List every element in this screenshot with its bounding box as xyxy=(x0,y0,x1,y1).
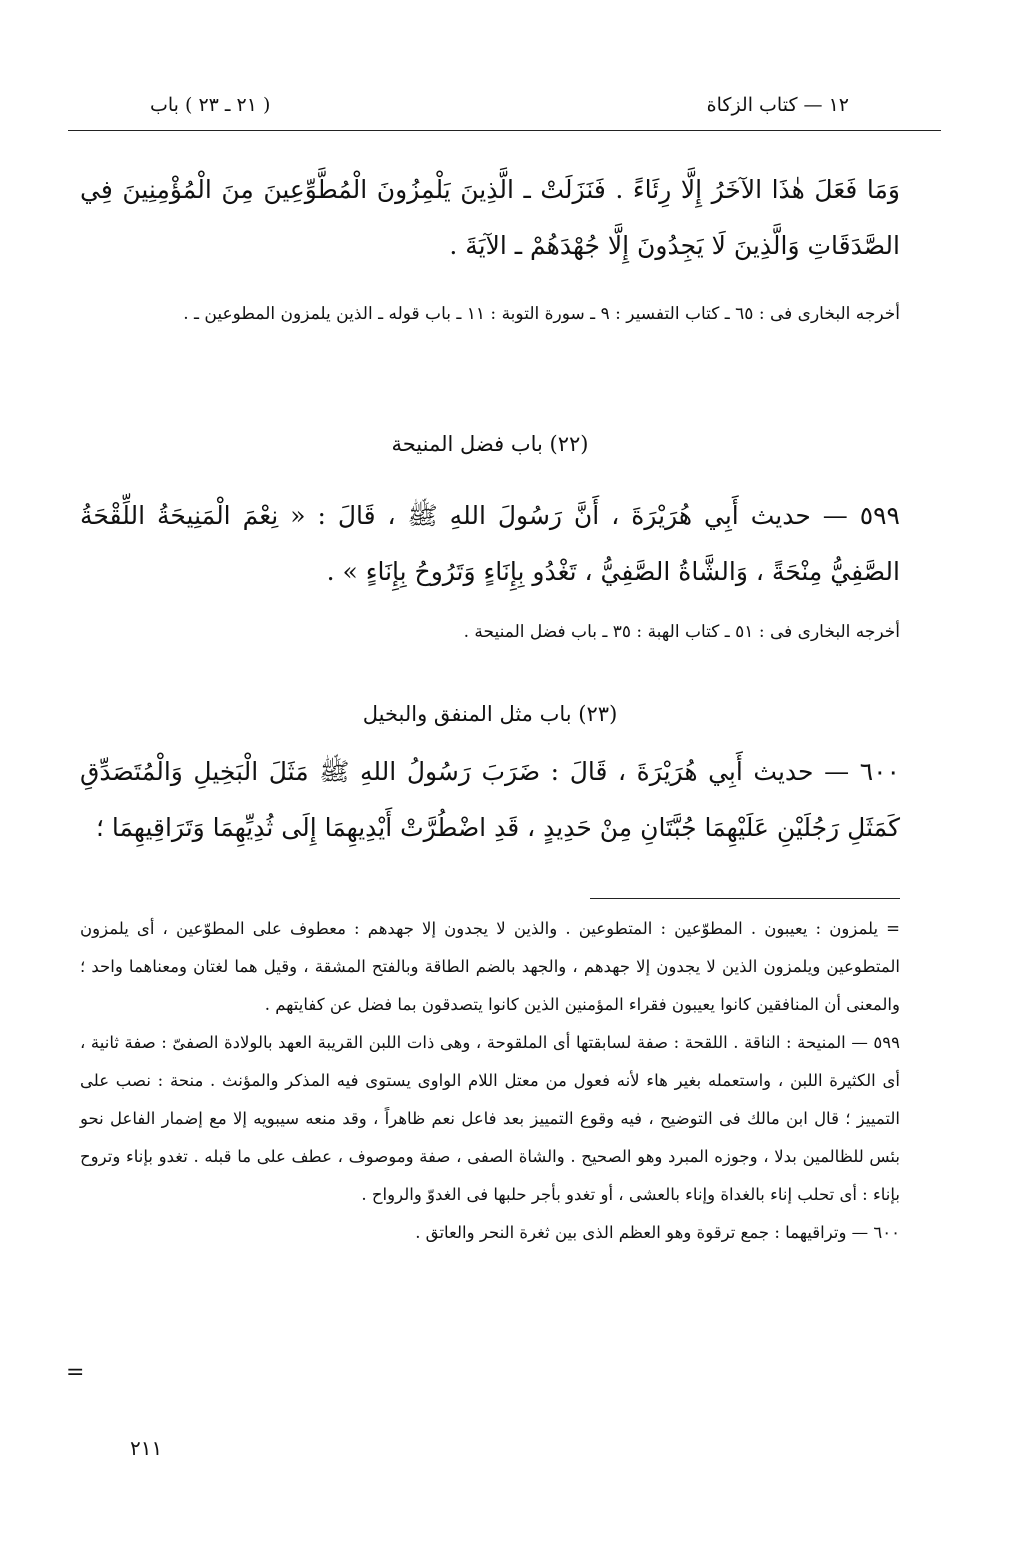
footnote-600: ٦٠٠ — وتراقيهما : جمع ترقوة وهو العظم الذى بين ثغرة النحر والعاتق . xyxy=(415,1223,900,1242)
section-title-23: (٢٣) باب مثل المنفق والبخيل xyxy=(362,702,618,726)
chapter-title: ١٢ — كتاب الزكاة xyxy=(706,94,849,116)
source-reference: أخرجه البخارى فى : ٦٥ ـ كتاب التفسير : ٩ ـ سورة التوبة : ١١ ـ باب قوله ـ الذين يلمزون المطوعين ـ . xyxy=(183,304,900,324)
hadith-600: ٦٠٠ — حديث أَبِي هُرَيْرَةَ ، قَالَ : ضَرَبَ رَسُولُ اللهِ ﷺ مَثَلَ الْبَخِيلِ وَالْمُتَصَدِّقِ كَمَثَلِ رَجُلَيْنِ عَلَيْهِمَا جُبَّتَانِ مِنْ حَدِيدٍ ، قَدِ اضْطُرَّتْ أَيْدِيهِمَا إِلَى ثُدِيِّهِمَا وَتَرَاقِيهِمَا ؛ xyxy=(80,757,900,842)
footnote-continued: = يلمزون : يعيبون . المطوّعين : المتطوعين . والذين لا يجدون إلا جهدهم : معطوف على المطوّعين ، أى يلمزون المتطوعين ويلمزون الذين لا يجدون إلا جهدهم ، والجهد بالضم الطاقة وبالفتح المشقة ، وقيل هما لغتان ومعناهما واحد ؛ والمعنى أن المنافقين كانوا يعيبون فقراء المؤمنين الذين كانوا يتصدقون بما فضل عن كفايتهم . xyxy=(80,919,900,1014)
footnote-599: ٥٩٩ — المنيحة : الناقة . اللقحة : صفة لسابقتها أى الملقوحة ، وهى ذات اللبن القريبة العهد بالولادة الصفىّ : صفة ثانية ، أى الكثيرة اللبن ، واستعمله بغير هاء لأنه فعول من معتل اللام الواوى يستوى فيه المذكر والمؤنث . منحة : نصب على التمييز ؛ قال ابن مالك فى التوضيح ، فيه وقوع التمييز بعد فاعل نعم ظاهراً ، وقد منعه سيبويه إلا مع إضمار الفاعل نحو بئس للظالمين بدلا ، وجوزه المبرد وهو الصحيح . والشاة الصفى ، صفة وموصوف ، عطف على ما قبله . تغدو بإناء وتروح بإناء : أى تحلب إناء بالغداة وإناء بالعشى ، أو تغدو بأجر حلبها فى الغدوّ والرواح . xyxy=(80,1033,900,1204)
page-number: ٢١١ xyxy=(130,1436,163,1460)
footnotes xyxy=(80,910,900,1252)
running-header xyxy=(150,94,849,128)
continuation-mark: = xyxy=(66,1360,85,1385)
section-title-22: (٢٢) باب فضل المنيحة xyxy=(391,432,589,456)
hadith-599: ٥٩٩ — حديث أَبِي هُرَيْرَةَ ، أَنَّ رَسُولَ اللهِ ﷺ ، قَالَ : « نِعْمَ الْمَنِيحَةُ اللِّقْحَةُ الصَّفِيُّ مِنْحَةً ، وَالشَّاةُ الصَّفِيُّ ، تَغْدُو بِإِنَاءٍ وَتَرُوحُ بِإِنَاءٍ » . xyxy=(80,501,900,586)
section-range: ( ٢١ ـ ٢٣ ) باب xyxy=(150,94,271,116)
header-rule xyxy=(68,130,941,131)
hadith-continuation: وَمَا فَعَلَ هٰذَا الآخَرُ إِلَّا رِئَاءً . فَنَزَلَتْ ـ الَّذِينَ يَلْمِزُونَ الْمُطَّوِّعِينَ مِنَ الْمُؤْمِنِينَ فِي الصَّدَقَاتِ وَالَّذِينَ لَا يَجِدُونَ إِلَّا جُهْدَهُمْ ـ الآيَةَ . xyxy=(80,175,900,260)
footnote-rule xyxy=(590,898,900,899)
source-reference-599: أخرجه البخارى فى : ٥١ ـ كتاب الهبة : ٣٥ ـ باب فضل المنيحة . xyxy=(463,622,900,642)
